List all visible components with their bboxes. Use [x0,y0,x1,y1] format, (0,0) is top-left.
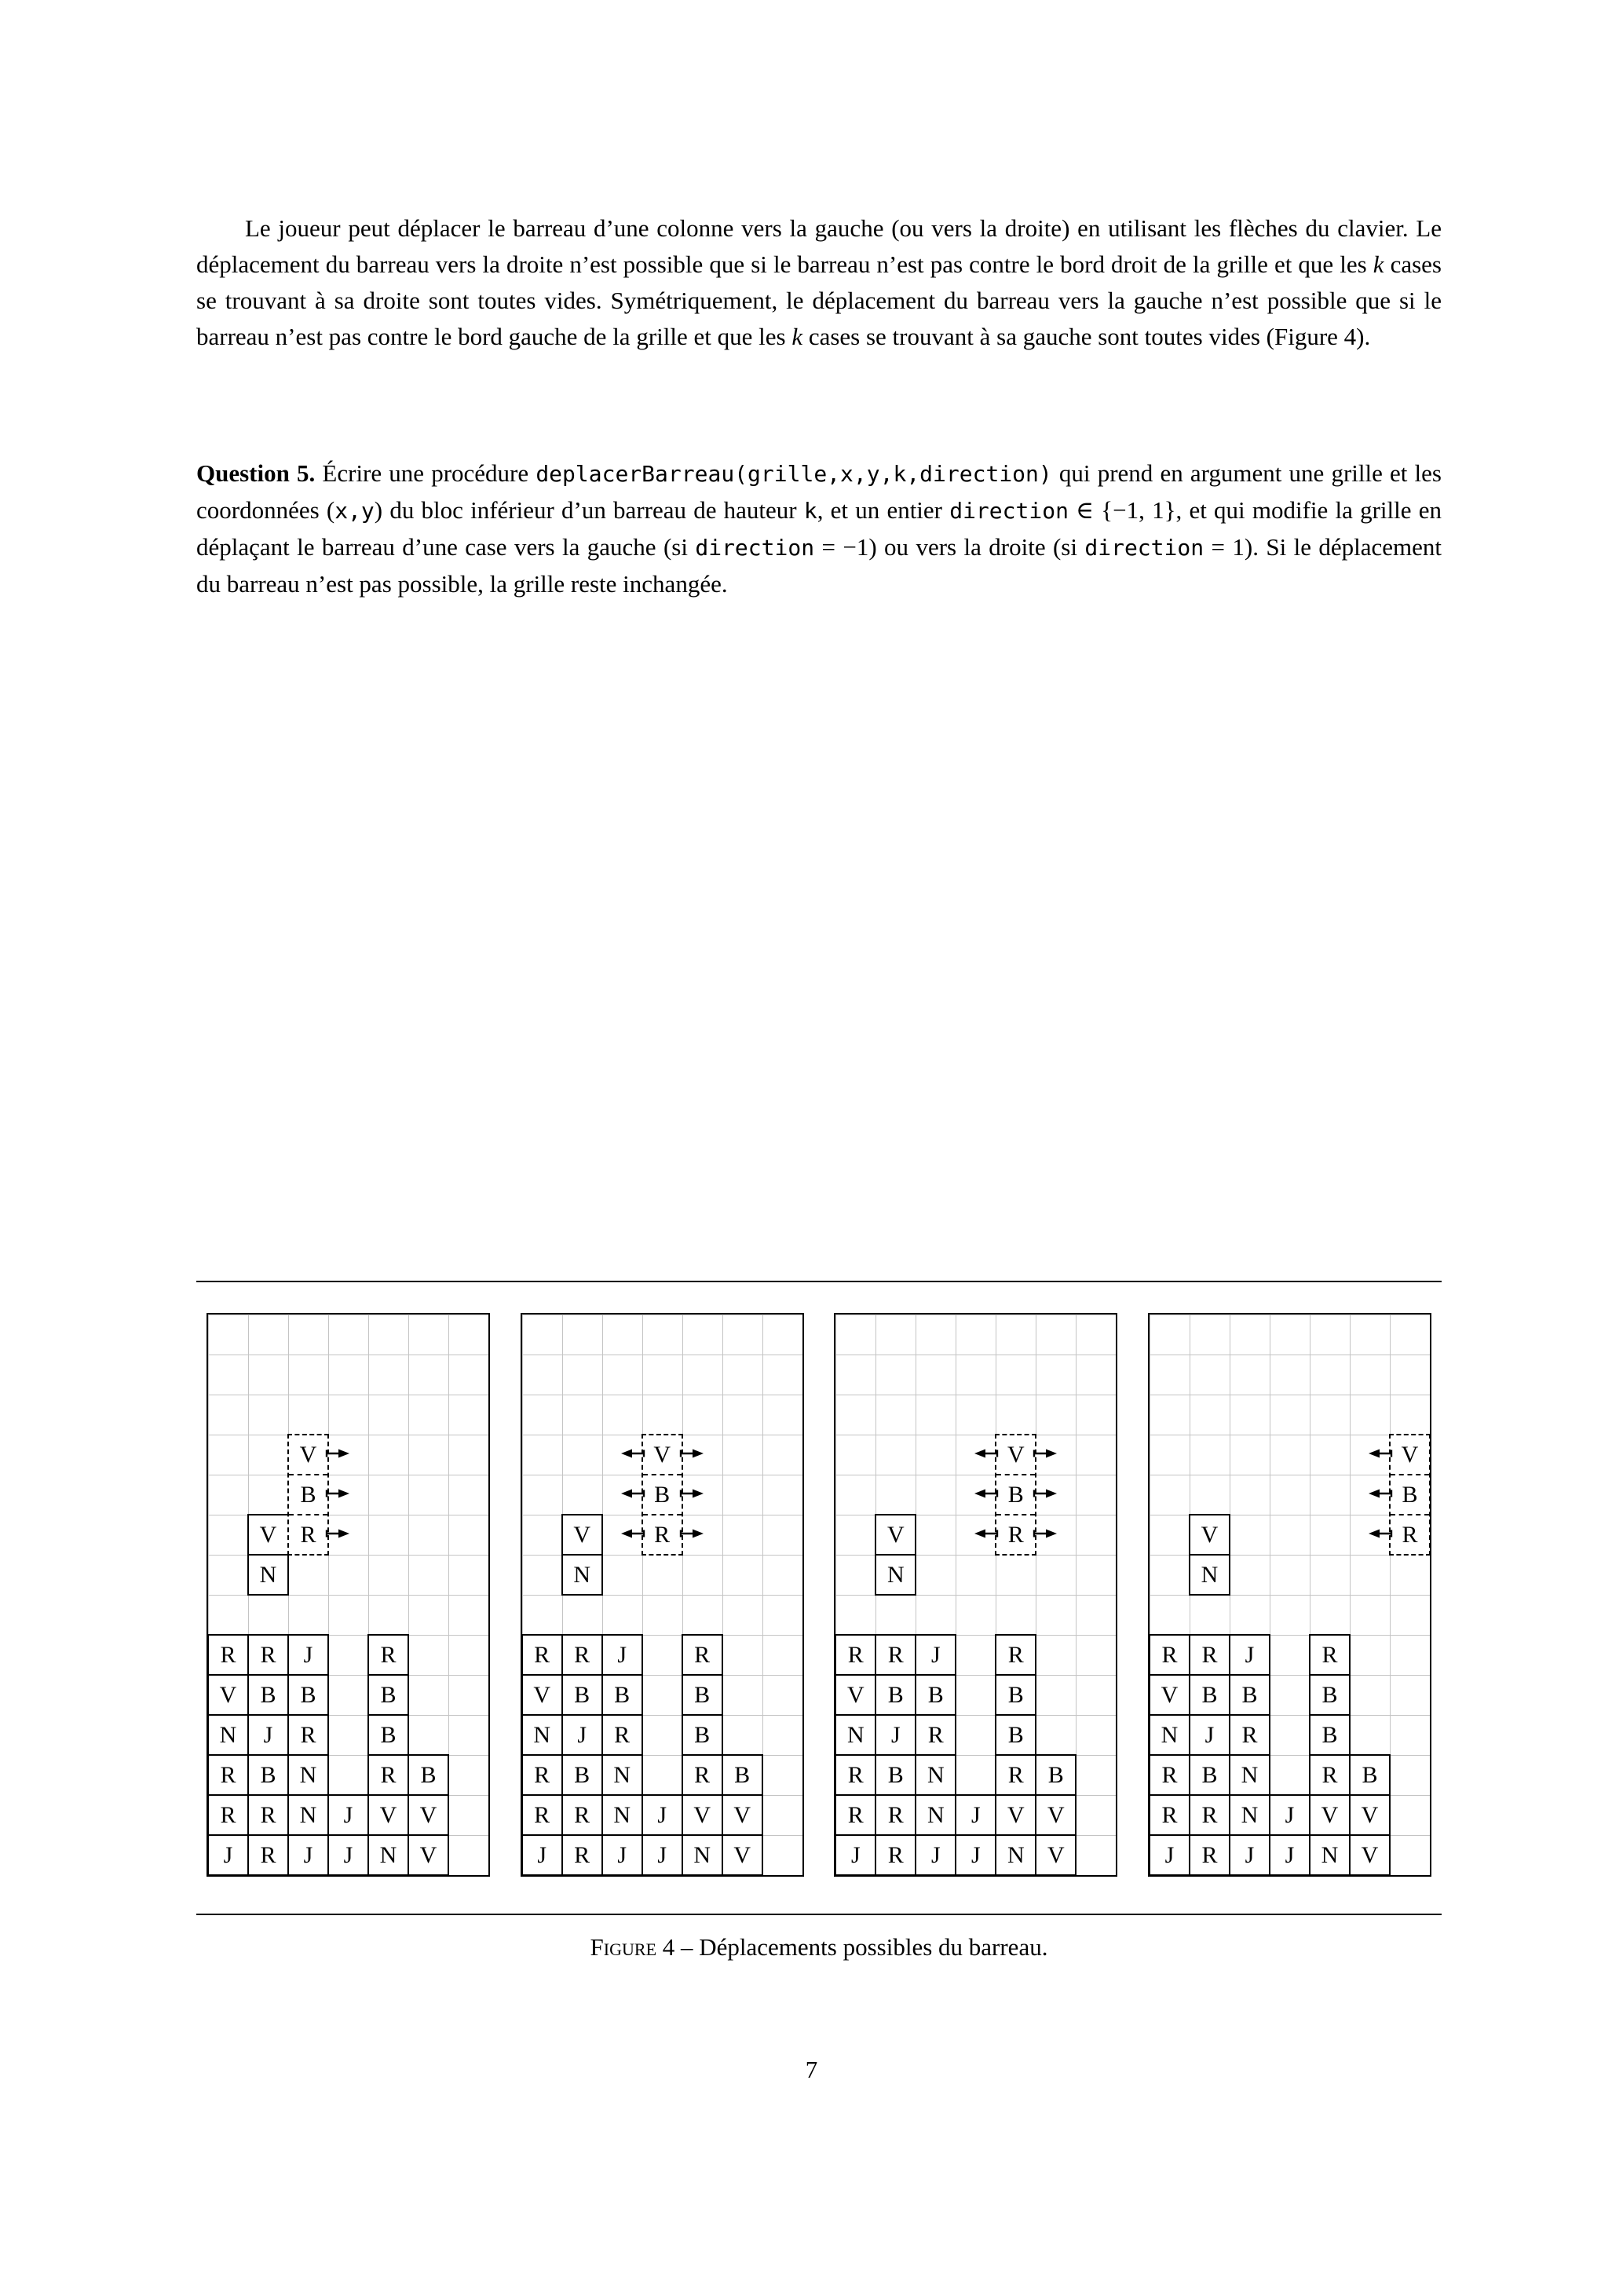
text-segment-tt: direction [949,498,1069,524]
move-left-arrow-icon [974,1528,1000,1542]
paragraph-gameplay-text [196,210,1442,355]
letter-cell-J: J [1229,1834,1270,1876]
letter-cell-R: R [835,1634,876,1676]
letter-cell-B: B [875,1674,916,1716]
letter-cell-J: J [955,1834,996,1876]
letter-cell-N: N [915,1794,956,1836]
letter-cell-R: R [835,1754,876,1796]
letter-cell-J: J [561,1714,603,1756]
letter-cell-N: N [875,1554,916,1596]
letter-cell-B: B [915,1674,956,1716]
move-left-arrow-icon [974,1488,1000,1502]
letter-cell-R: R [1309,1634,1351,1676]
letter-cell-J: J [327,1794,369,1836]
letter-cell-J: J [1189,1714,1230,1756]
letter-cell-N: N [1149,1714,1190,1756]
text-segment-rm: , et un entier [817,496,950,524]
figure-caption-label: Figure 4 [590,1933,675,1961]
barreau-letter-R: R [1391,1514,1429,1554]
barreau-letter-V: V [1401,1441,1419,1468]
letter-cell-R: R [247,1834,289,1876]
text-segment-tt: x,y [334,498,375,524]
letter-cell-B: B [1035,1754,1077,1796]
letter-cell-R: R [682,1754,723,1796]
letter-cell-N: N [601,1754,643,1796]
letter-cell-B: B [247,1674,289,1716]
letter-cell-B: B [1349,1754,1391,1796]
letter-cell-N: N [287,1794,329,1836]
letter-cell-J: J [915,1834,956,1876]
letter-cell-V: V [1035,1834,1077,1876]
letter-cell-R: R [995,1754,1036,1796]
letter-cell-N: N [995,1834,1036,1876]
text-segment-it: k [1373,250,1384,278]
move-right-arrow-icon [678,1528,704,1542]
figure-caption-text: – Déplacements possibles du barreau. [674,1933,1048,1961]
letter-cell-R: R [1189,1834,1230,1876]
letter-cell-B: B [682,1674,723,1716]
letter-cell-N: N [1189,1554,1230,1596]
question-5 [196,455,1442,602]
letter-cell-N: N [915,1754,956,1796]
letter-cell-J: J [247,1714,289,1756]
letter-cell-J: J [875,1714,916,1756]
letter-cell-V: V [995,1794,1036,1836]
letter-cell-R: R [1189,1634,1230,1676]
letter-cell-N: N [835,1714,876,1756]
letter-cell-R: R [561,1634,603,1676]
letter-cell-N: N [207,1714,249,1756]
move-left-arrow-icon [1368,1528,1395,1542]
letter-cell-R: R [247,1634,289,1676]
move-right-arrow-icon [1031,1528,1058,1542]
letter-cell-J: J [287,1634,329,1676]
letter-cell-V: V [722,1834,763,1876]
letter-cell-J: J [521,1834,563,1876]
letter-cell-R: R [601,1714,643,1756]
letter-cell-J: J [1269,1794,1310,1836]
question-5-text [196,455,1442,602]
letter-cell-N: N [521,1714,563,1756]
letter-cell-B: B [1189,1754,1230,1796]
text-segment-rm: Écrire une procédure [315,459,536,487]
move-left-arrow-icon [620,1488,647,1502]
letter-cell-J: J [207,1834,249,1876]
letter-cell-N: N [682,1834,723,1876]
figure-top-rule [196,1281,1442,1282]
barreau-letter-R: R [289,1514,327,1554]
barreau-letter-B: B [996,1474,1035,1514]
text-segment-rm: ∈ {−1, 1}, et qui modifie la grille en déplaçant le barreau d’une case vers la gauche (si [196,496,1442,561]
letter-cell-J: J [1149,1834,1190,1876]
barreau-letter-V: V [653,1441,671,1468]
letter-cell-V: V [1035,1794,1077,1836]
letter-cell-V: V [561,1514,603,1556]
letter-cell-J: J [955,1794,996,1836]
letter-cell-R: R [247,1794,289,1836]
letter-cell-R: R [875,1834,916,1876]
letter-cell-J: J [601,1634,643,1676]
letter-cell-V: V [247,1514,289,1556]
letter-cell-V: V [1149,1674,1190,1716]
letter-cell-B: B [247,1754,289,1796]
letter-cell-B: B [1189,1674,1230,1716]
move-left-arrow-icon [1368,1488,1395,1502]
letter-cell-B: B [601,1674,643,1716]
letter-cell-J: J [327,1834,369,1876]
figure-bottom-rule [196,1914,1442,1915]
text-segment-rm: cases se trouvant à sa gauche sont toutes vides (Figure 4). [802,323,1371,350]
letter-cell-N: N [561,1554,603,1596]
letter-cell-R: R [207,1794,249,1836]
letter-cell-R: R [367,1634,409,1676]
letter-cell-V: V [521,1674,563,1716]
text-segment-tt: k [803,498,817,524]
move-left-arrow-icon [1368,1448,1395,1462]
barreau-letter-R: R [643,1514,682,1554]
letter-cell-B: B [1309,1674,1351,1716]
letter-cell-N: N [247,1554,289,1596]
letter-cell-N: N [1229,1754,1270,1796]
barreau-letter-B: B [289,1474,327,1514]
text-segment-tt: deplacerBarreau(grille,x,y,k,direction) [536,461,1052,487]
letter-cell-J: J [287,1834,329,1876]
letter-cell-R: R [995,1634,1036,1676]
letter-cell-R: R [682,1634,723,1676]
letter-cell-B: B [875,1754,916,1796]
letter-cell-V: V [408,1794,449,1836]
letter-cell-R: R [835,1794,876,1836]
letter-cell-N: N [287,1754,329,1796]
grid-1 [207,1313,490,1877]
letter-cell-R: R [207,1754,249,1796]
letter-cell-V: V [367,1794,409,1836]
letter-cell-R: R [367,1754,409,1796]
letter-cell-N: N [367,1834,409,1876]
text-segment-it: k [791,323,803,350]
barreau-letter-V: V [299,1441,317,1468]
letter-cell-J: J [642,1794,683,1836]
letter-cell-V: V [722,1794,763,1836]
text-segment-tt: direction [1084,535,1204,561]
letter-cell-B: B [561,1754,603,1796]
grid-4 [1148,1313,1431,1877]
letter-cell-R: R [1149,1634,1190,1676]
letter-cell-R: R [561,1834,603,1876]
letter-cell-R: R [875,1634,916,1676]
letter-cell-R: R [1309,1754,1351,1796]
letter-cell-V: V [1309,1794,1351,1836]
letter-cell-B: B [722,1754,763,1796]
letter-cell-B: B [287,1674,329,1716]
letter-cell-R: R [875,1794,916,1836]
letter-cell-R: R [521,1634,563,1676]
letter-cell-J: J [601,1834,643,1876]
text-segment-rm: Le joueur peut déplacer le barreau d’une colonne vers la gauche (ou vers la droite) en utilisant les flèches du clavier. Le déplacement du barreau vers la droite n’est possible que si le barreau n’est pas contre le bord droit de la grille et que les [196,214,1442,278]
barreau-letter-V: V [1007,1441,1025,1468]
letter-cell-N: N [1229,1794,1270,1836]
letter-cell-V: V [1349,1794,1391,1836]
letter-cell-B: B [682,1714,723,1756]
barreau-letter-B: B [643,1474,682,1514]
letter-cell-B: B [367,1714,409,1756]
text-segment-rm: = −1) ou vers la droite (si [814,533,1085,561]
letter-cell-B: B [1309,1714,1351,1756]
text-segment-rm: qui prend en argument une grille et les coordonnées ( [196,459,1442,524]
letter-cell-R: R [1229,1714,1270,1756]
letter-cell-B: B [367,1674,409,1716]
letter-cell-R: R [1189,1794,1230,1836]
figure-caption [196,1933,1442,1961]
letter-cell-N: N [601,1794,643,1836]
letter-cell-J: J [915,1634,956,1676]
letter-cell-R: R [287,1714,329,1756]
grid-3 [834,1313,1117,1877]
letter-cell-V: V [207,1674,249,1716]
letter-cell-V: V [1349,1834,1391,1876]
letter-cell-B: B [1229,1674,1270,1716]
move-right-arrow-icon [324,1448,350,1462]
letter-cell-V: V [682,1794,723,1836]
letter-cell-R: R [521,1794,563,1836]
letter-cell-V: V [875,1514,916,1556]
grid-2 [521,1313,804,1877]
letter-cell-V: V [408,1834,449,1876]
letter-cell-J: J [1229,1634,1270,1676]
page-number: 7 [805,2056,818,2083]
letter-cell-R: R [561,1794,603,1836]
letter-cell-B: B [995,1714,1036,1756]
move-left-arrow-icon [974,1448,1000,1462]
letter-cell-N: N [1309,1834,1351,1876]
barreau-letter-R: R [996,1514,1035,1554]
move-left-arrow-icon [620,1528,647,1542]
move-left-arrow-icon [620,1448,647,1462]
letter-cell-V: V [835,1674,876,1716]
barreau-letter-B: B [1391,1474,1429,1514]
move-right-arrow-icon [678,1448,704,1462]
letter-cell-R: R [207,1634,249,1676]
letter-cell-J: J [1269,1834,1310,1876]
paragraph-gameplay [196,210,1442,355]
letter-cell-R: R [1149,1794,1190,1836]
text-segment-rm: cases se trouvant à sa droite sont toutes vides. Symétriquement, le déplacement du barreau vers la gauche n’est possible que si le barreau n’est pas contre le bord gauche de la grille et que les [196,250,1442,350]
letter-cell-R: R [1149,1754,1190,1796]
figure-grids [196,1313,1442,1877]
move-right-arrow-icon [324,1528,350,1542]
letter-cell-J: J [642,1834,683,1876]
text-segment-tt: direction [695,535,815,561]
barreau [1389,1434,1431,1556]
letter-cell-R: R [915,1714,956,1756]
move-right-arrow-icon [1031,1488,1058,1502]
letter-cell-V: V [1189,1514,1230,1556]
letter-cell-R: R [521,1754,563,1796]
move-right-arrow-icon [678,1488,704,1502]
move-right-arrow-icon [324,1488,350,1502]
text-segment-bf: Question 5. [196,459,316,487]
letter-cell-B: B [561,1674,603,1716]
letter-cell-J: J [835,1834,876,1876]
move-right-arrow-icon [1031,1448,1058,1462]
text-segment-rm: = 1). Si le déplacement du barreau n’est pas possible, la grille reste inchangée. [196,533,1442,598]
letter-cell-B: B [408,1754,449,1796]
letter-cell-B: B [995,1674,1036,1716]
text-segment-rm: ) du bloc inférieur d’un barreau de hauteur [374,496,804,524]
